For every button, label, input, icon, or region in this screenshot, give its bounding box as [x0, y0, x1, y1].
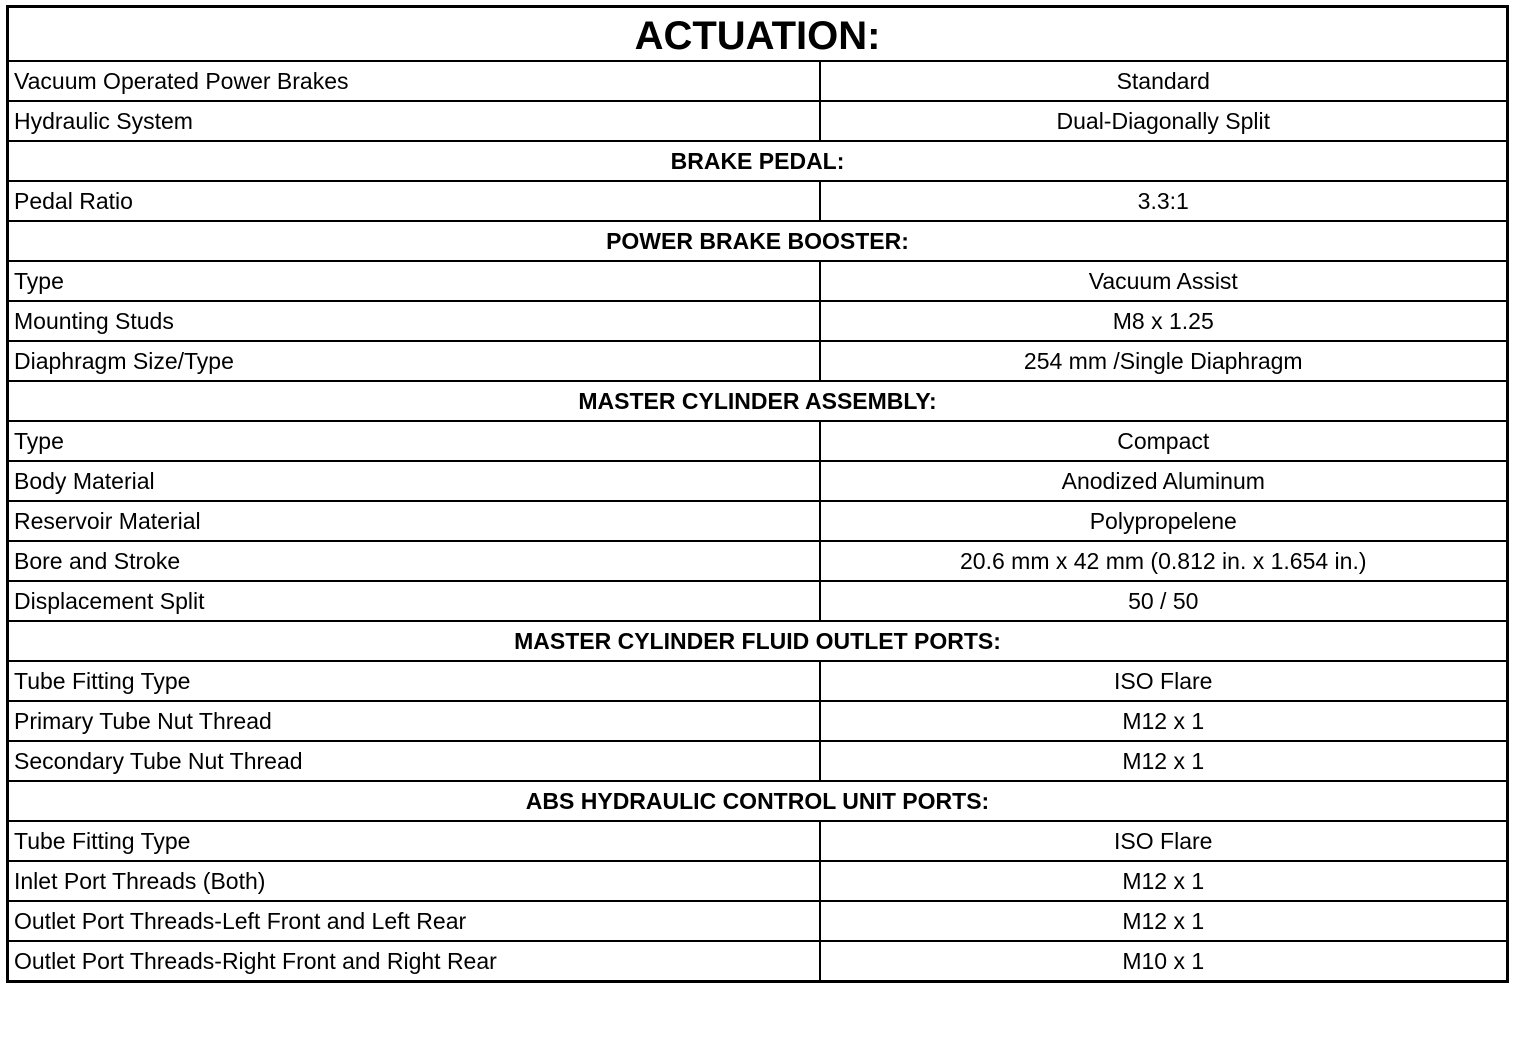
- table-row: [8, 501, 1508, 541]
- spec-value: M10 x 1: [820, 941, 1508, 982]
- table-row: [8, 941, 1508, 982]
- spec-label: Tube Fitting Type: [8, 661, 820, 701]
- spec-label: Bore and Stroke: [8, 541, 820, 581]
- spec-value: 3.3:1: [820, 181, 1508, 221]
- page-title: ACTUATION:: [8, 7, 1508, 62]
- spec-value: 254 mm /Single Diaphragm: [820, 341, 1508, 381]
- section-header-row: [8, 781, 1508, 821]
- table-row: [8, 701, 1508, 741]
- spec-label: Type: [8, 261, 820, 301]
- spec-value: Dual-Diagonally Split: [820, 101, 1508, 141]
- section-header-row: [8, 381, 1508, 421]
- table-row: [8, 661, 1508, 701]
- spec-label: Inlet Port Threads (Both): [8, 861, 820, 901]
- spec-value: M12 x 1: [820, 901, 1508, 941]
- spec-table-body: [8, 7, 1508, 982]
- spec-label: Body Material: [8, 461, 820, 501]
- table-row: [8, 421, 1508, 461]
- table-row: [8, 261, 1508, 301]
- section-heading: BRAKE PEDAL:: [8, 141, 1508, 181]
- section-header-row: [8, 621, 1508, 661]
- table-row: [8, 101, 1508, 141]
- table-row: [8, 181, 1508, 221]
- spec-label: Secondary Tube Nut Thread: [8, 741, 820, 781]
- section-header-row: [8, 221, 1508, 261]
- table-row: [8, 741, 1508, 781]
- spec-value: Polypropelene: [820, 501, 1508, 541]
- table-row: [8, 61, 1508, 101]
- spec-value: M8 x 1.25: [820, 301, 1508, 341]
- table-row: [8, 901, 1508, 941]
- section-heading: POWER BRAKE BOOSTER:: [8, 221, 1508, 261]
- table-row: [8, 861, 1508, 901]
- spec-label: Hydraulic System: [8, 101, 820, 141]
- spec-label: Displacement Split: [8, 581, 820, 621]
- spec-value: ISO Flare: [820, 661, 1508, 701]
- spec-label: Type: [8, 421, 820, 461]
- spec-value: Vacuum Assist: [820, 261, 1508, 301]
- table-row: [8, 461, 1508, 501]
- spec-value: Compact: [820, 421, 1508, 461]
- spec-label: Reservoir Material: [8, 501, 820, 541]
- spec-label: Outlet Port Threads-Right Front and Right Rear: [8, 941, 820, 982]
- spec-value: M12 x 1: [820, 741, 1508, 781]
- section-heading: ABS HYDRAULIC CONTROL UNIT PORTS:: [8, 781, 1508, 821]
- spec-label: Outlet Port Threads-Left Front and Left Rear: [8, 901, 820, 941]
- title-row: [8, 7, 1508, 62]
- spec-label: Primary Tube Nut Thread: [8, 701, 820, 741]
- spec-value: Anodized Aluminum: [820, 461, 1508, 501]
- spec-label: Mounting Studs: [8, 301, 820, 341]
- section-heading: MASTER CYLINDER ASSEMBLY:: [8, 381, 1508, 421]
- spec-label: Tube Fitting Type: [8, 821, 820, 861]
- table-row: [8, 341, 1508, 381]
- spec-label: Diaphragm Size/Type: [8, 341, 820, 381]
- spec-value: M12 x 1: [820, 861, 1508, 901]
- spec-label: Vacuum Operated Power Brakes: [8, 61, 820, 101]
- table-row: [8, 541, 1508, 581]
- spec-label: Pedal Ratio: [8, 181, 820, 221]
- spec-table: [6, 5, 1509, 983]
- spec-value: 50 / 50: [820, 581, 1508, 621]
- spec-value: 20.6 mm x 42 mm (0.812 in. x 1.654 in.): [820, 541, 1508, 581]
- spec-value: ISO Flare: [820, 821, 1508, 861]
- table-row: [8, 821, 1508, 861]
- table-row: [8, 301, 1508, 341]
- section-header-row: [8, 141, 1508, 181]
- section-heading: MASTER CYLINDER FLUID OUTLET PORTS:: [8, 621, 1508, 661]
- spec-value: Standard: [820, 61, 1508, 101]
- table-row: [8, 581, 1508, 621]
- spec-value: M12 x 1: [820, 701, 1508, 741]
